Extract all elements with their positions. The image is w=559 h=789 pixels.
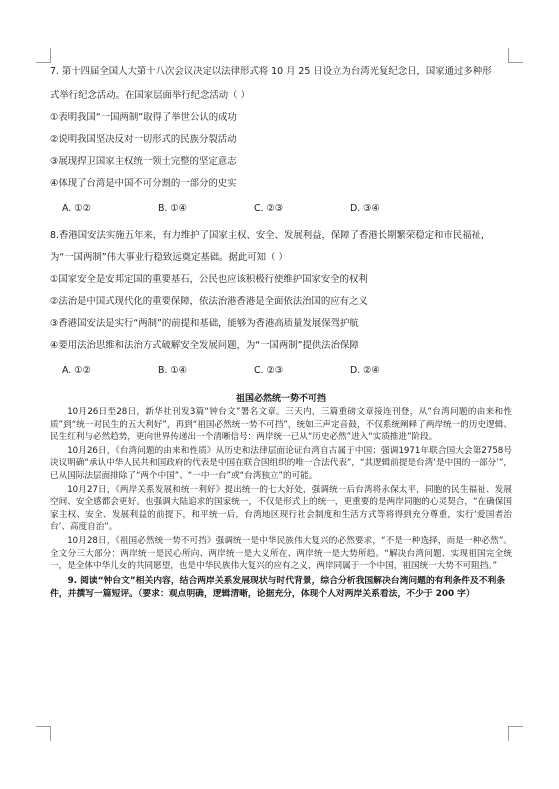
answer-choice: A. ①② <box>62 365 92 376</box>
answer-choice: B. ①④ <box>158 203 188 214</box>
answer-choices <box>50 203 512 215</box>
statement-option: ②法治是中国式现代化的重要保障，依法治港香港是全面依法治国的应有之义 <box>50 296 368 307</box>
statement-option: ③展现捍卫国家主权统一领土完整的坚定意志 <box>50 156 237 167</box>
page-corner-mark <box>36 726 51 741</box>
question-stem: 为“一国两制”伟大事业行稳致远奠定基础。据此可知（ ） <box>50 252 288 263</box>
statement-option: ④体现了台湾是中国不可分割的一部分的史实 <box>50 178 237 189</box>
article-paragraph: 10月27日，《两岸关系发展和统一利好》提出统一的七大好处，强调统一后台湾将永保太平，同胞的民生福祉、发展空间、安全感都会更好。也强调大陆追求的国家统一，不仅是形式上的统一，更重要的是两岸同胞的心灵契合，“在确保国家主权、安全、发展利益的前提下，和平统一后，台湾地区现行社会制度和生活方式等将得到充分尊重，实行‘爱国者治台’、高度自治”。 <box>50 484 512 533</box>
document-body <box>50 60 512 601</box>
question-stem: 式举行纪念活动。在国家层面举行纪念活动（ ） <box>50 90 250 101</box>
page-corner-mark <box>36 48 51 63</box>
answer-choice: C. ②③ <box>254 203 284 214</box>
article-paragraph: 10月28日，《祖国必然统一势不可挡》强调统一是中华民族伟大复兴的必然要求，“不是一种选择，而是一种必然”。全文分三大部分：两岸统一是民心所向、两岸统一是大义所在、两岸统一是大势所趋。“解决台湾问题、实现祖国完全统一，是全体中华儿女的共同愿望，也是中华民族伟大复兴的应有之义，两岸同属于一个中国，祖国统一大势不可阻挡。” <box>50 535 512 572</box>
reading-article <box>50 393 512 573</box>
article-paragraph: 10月26日至28日，新华社刊发3篇“钟台文”署名文章。三天内，三篇重磅文章接连刊登，从“台湾问题的由来和性质”到“统一对民生的五大利好”，再到“祖国必然统一势不可挡”，统如三声定音鼓，不仅系统阐释了两岸统一的历史逻辑、民生红利与必然趋势，更向世界传递出一个清晰信号：两岸统一已从“历史必然”进入“实质推进”阶段。 <box>50 407 512 443</box>
answer-choice: D. ②④ <box>350 365 380 376</box>
statement-option: ①表明我国“一国两制”取得了举世公认的成功 <box>50 112 237 123</box>
page-corner-mark <box>508 726 523 741</box>
statement-option: ③香港国安法是实行“两制”的前提和基础，能够为香港高质量发展保驾护航 <box>50 318 359 329</box>
question-stem: 7. 第十四届全国人大第十八次会议决定以法律形式将 10 月 25 日设立为台湾光复纪念日，国家通过多种形 <box>50 66 492 77</box>
question-9: 9. 阅读“钟台文”相关内容，结合两岸关系发展现状与时代背景，综合分析我国解决台湾问题的有利条件及不利条件，并撰写一篇短评。（要求：观点明确，逻辑清晰，论据充分，体现个人对两岸关系看法，不少于 200 字） <box>50 575 506 599</box>
question-8 <box>50 230 512 377</box>
answer-choices <box>50 365 512 377</box>
question-stem: 8.香港国安法实施五年来，有力维护了国家主权、安全、发展利益，保障了香港长期繁荣稳定和市民福祉， <box>50 230 491 241</box>
article-paragraph: 10月26日，《台湾问题的由来和性质》从历史和法律层面论证台湾自古属于中国；强调1971年联合国大会第2758号决议明确“承认中华人民共和国政府的代表是中国在联合国组织的唯一合法代表”，“其逻辑前提是台湾‘是中国的一部分’”，已从国际法层面排除了“两个中国”、“一中一台”或“台湾独立”的可能。 <box>50 445 512 481</box>
statement-option: ①国家安全是安邦定国的重要基石，公民也应该积极行使维护国家安全的权利 <box>50 274 368 285</box>
statement-option: ②说明我国坚决反对一切形式的民族分裂活动 <box>50 134 237 145</box>
answer-choice: A. ①② <box>62 203 92 214</box>
answer-choice: B. ①④ <box>158 365 188 376</box>
statement-option: ④要用法治思维和法治方式破解安全发展问题，为“一国两制”提供法治保障 <box>50 340 359 351</box>
answer-choice: C. ②③ <box>254 365 284 376</box>
article-title: 祖国必然统一势不可挡 <box>235 394 326 404</box>
answer-choice: D. ③④ <box>350 203 380 214</box>
question-7 <box>50 66 512 215</box>
